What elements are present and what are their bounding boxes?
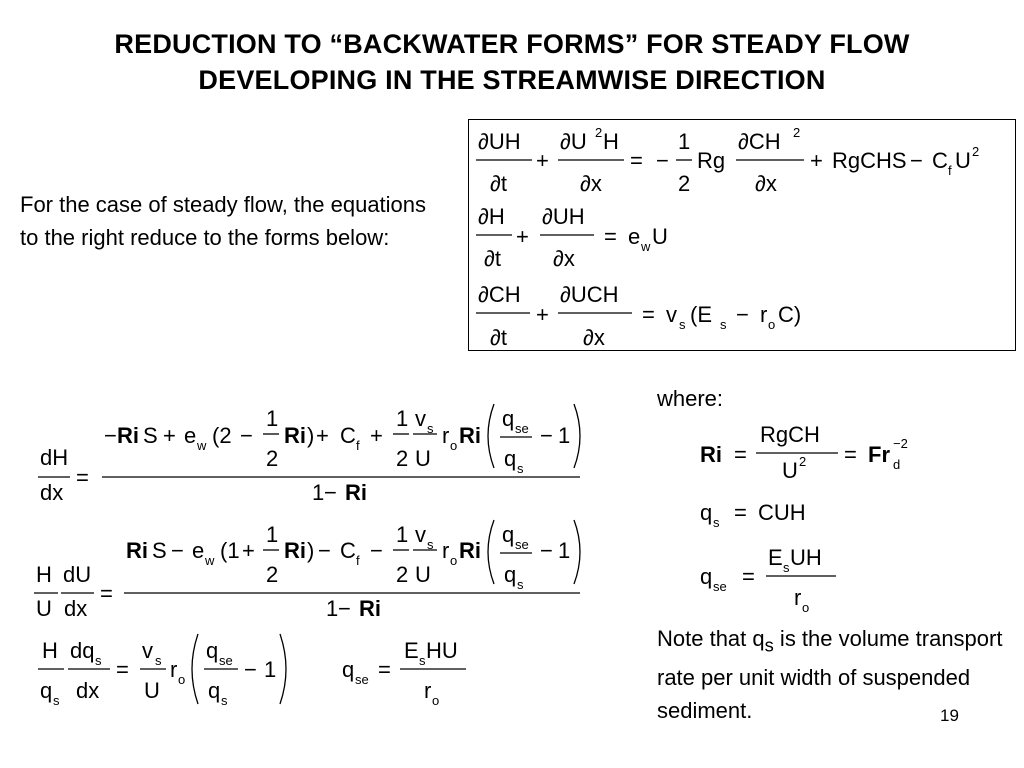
svg-text:q: q <box>206 638 219 663</box>
svg-text:2: 2 <box>793 125 801 140</box>
svg-text:H: H <box>42 638 58 663</box>
svg-text:dq: dq <box>70 638 95 663</box>
definition-richardson <box>700 422 908 483</box>
svg-text:q: q <box>700 500 713 525</box>
svg-text:E: E <box>404 638 419 663</box>
svg-text:C: C <box>340 423 356 448</box>
svg-text:U: U <box>955 148 971 173</box>
svg-text:=: = <box>844 442 857 467</box>
svg-text:Ri: Ri <box>117 423 139 448</box>
svg-text:o: o <box>432 693 440 708</box>
svg-text:d: d <box>893 457 901 472</box>
svg-text:f: f <box>356 553 360 568</box>
svg-text:U: U <box>415 562 431 587</box>
svg-text:+: + <box>316 423 329 448</box>
svg-text:+: + <box>536 302 549 327</box>
svg-text:−: − <box>171 538 184 563</box>
svg-text:o: o <box>450 438 458 453</box>
svg-text:s: s <box>53 693 60 708</box>
svg-text:∂CH: ∂CH <box>478 282 521 307</box>
svg-text:se: se <box>515 537 529 552</box>
svg-text:s: s <box>221 693 228 708</box>
svg-text:s: s <box>517 461 524 476</box>
svg-text:C): C) <box>778 302 802 327</box>
svg-text:−: − <box>324 480 337 505</box>
svg-text:1: 1 <box>678 129 691 154</box>
svg-text:v: v <box>415 522 426 547</box>
svg-text:=: = <box>76 465 89 490</box>
svg-text:U: U <box>652 224 668 249</box>
svg-text:s: s <box>783 560 790 575</box>
equation-dqs-dx <box>38 634 286 708</box>
title-line-1: REDUCTION TO “BACKWATER FORMS” FOR STEADY FLOW <box>114 29 910 59</box>
svg-text:−: − <box>540 538 553 563</box>
svg-text:w: w <box>197 438 207 453</box>
svg-text:dx: dx <box>40 480 64 505</box>
svg-text:Rg: Rg <box>697 148 726 173</box>
svg-text:q: q <box>342 657 355 682</box>
svg-text:dx: dx <box>76 678 100 703</box>
svg-text:Ri: Ri <box>345 480 367 505</box>
svg-text:v: v <box>666 302 677 327</box>
svg-text:+: + <box>810 148 823 173</box>
svg-text:U: U <box>144 678 160 703</box>
svg-text:=: = <box>734 500 747 525</box>
svg-text:∂H: ∂H <box>478 204 505 229</box>
equation-water-mass <box>476 204 668 271</box>
svg-text:=: = <box>604 224 617 249</box>
svg-text:RgCHS: RgCHS <box>832 148 907 173</box>
svg-text:1: 1 <box>396 406 409 431</box>
svg-text:+: + <box>242 538 255 563</box>
svg-text:r: r <box>442 423 450 448</box>
svg-text:2: 2 <box>595 125 603 140</box>
svg-text:−: − <box>318 538 331 563</box>
svg-text:Ri: Ri <box>459 538 481 563</box>
svg-text:=: = <box>116 657 129 682</box>
equation-dH-dx <box>38 404 580 505</box>
equation-sediment-mass <box>476 282 801 350</box>
svg-text:q: q <box>208 678 221 703</box>
equation-water-momentum <box>476 125 979 196</box>
svg-text:−: − <box>338 596 351 621</box>
svg-text:+: + <box>370 423 383 448</box>
svg-text:se: se <box>515 421 529 436</box>
svg-text:CUH: CUH <box>758 500 806 525</box>
svg-text:2: 2 <box>266 446 279 471</box>
svg-text:Ri: Ri <box>359 596 381 621</box>
svg-text:−2: −2 <box>893 436 908 451</box>
svg-text:s: s <box>517 577 524 592</box>
svg-text:1: 1 <box>266 522 279 547</box>
svg-text:q: q <box>502 406 515 431</box>
svg-text:=: = <box>630 148 643 173</box>
svg-text:q: q <box>40 678 53 703</box>
equation-qse-bottom <box>342 638 466 708</box>
svg-text:=: = <box>378 657 391 682</box>
svg-text:−: − <box>244 657 257 682</box>
svg-text:1: 1 <box>312 480 325 505</box>
svg-text:∂x: ∂x <box>755 171 777 196</box>
svg-text:2: 2 <box>396 446 409 471</box>
svg-text:∂x: ∂x <box>580 171 602 196</box>
svg-text:f: f <box>356 438 360 453</box>
svg-text:q: q <box>504 446 517 471</box>
svg-text:r: r <box>424 678 432 703</box>
definition-qse <box>700 545 836 615</box>
svg-text:o: o <box>178 672 186 687</box>
svg-text:C: C <box>340 538 356 563</box>
svg-text:(1: (1 <box>220 538 240 563</box>
svg-text:f: f <box>948 163 952 178</box>
svg-text:dU: dU <box>63 562 92 587</box>
svg-text:q: q <box>504 562 517 587</box>
svg-text:s: s <box>427 537 434 552</box>
svg-text:o: o <box>802 600 810 615</box>
svg-text:s: s <box>95 653 102 668</box>
svg-text:w: w <box>205 553 215 568</box>
svg-text:∂x: ∂x <box>553 246 575 271</box>
title-line-2: DEVELOPING IN THE STREAMWISE DIRECTION <box>198 65 826 95</box>
svg-text:1: 1 <box>264 657 277 682</box>
svg-text:dx: dx <box>64 596 88 621</box>
svg-text:se: se <box>713 579 727 594</box>
svg-text:U: U <box>36 596 52 621</box>
svg-text:dH: dH <box>40 445 69 470</box>
svg-text:Ri: Ri <box>284 423 306 448</box>
svg-text:Fr: Fr <box>868 442 890 467</box>
svg-text:U: U <box>782 458 798 483</box>
svg-text:−: − <box>910 148 923 173</box>
svg-text:s: s <box>713 515 720 530</box>
svg-text:S: S <box>152 538 167 563</box>
svg-text:se: se <box>355 672 369 687</box>
svg-text:=: = <box>100 581 113 606</box>
svg-text:e: e <box>628 224 641 249</box>
svg-text:Ri: Ri <box>126 538 148 563</box>
svg-text:1: 1 <box>396 522 409 547</box>
svg-text:(E: (E <box>690 302 712 327</box>
svg-text:RgCH: RgCH <box>760 422 820 447</box>
svg-text:HU: HU <box>426 638 458 663</box>
svg-text:s: s <box>679 317 686 332</box>
svg-text:r: r <box>170 657 178 682</box>
svg-text:−: − <box>370 538 383 563</box>
svg-text:r: r <box>760 302 768 327</box>
note-subscript: s <box>764 634 774 656</box>
svg-text:): ) <box>307 423 315 448</box>
svg-text:o: o <box>450 553 458 568</box>
svg-text:1: 1 <box>326 596 339 621</box>
svg-text:2: 2 <box>396 562 409 587</box>
svg-text:∂U: ∂U <box>560 129 587 154</box>
definition-qs <box>700 500 806 530</box>
svg-text:s: s <box>720 317 727 332</box>
svg-text:U: U <box>415 446 431 471</box>
svg-text:−: − <box>736 302 749 327</box>
svg-text:1: 1 <box>558 538 571 563</box>
svg-text:se: se <box>219 653 233 668</box>
svg-text:(2: (2 <box>212 423 232 448</box>
svg-text:∂UCH: ∂UCH <box>560 282 619 307</box>
svg-text:∂t: ∂t <box>490 171 507 196</box>
svg-text:r: r <box>794 585 802 610</box>
equation-dU-dx <box>34 520 580 621</box>
svg-text:+: + <box>536 148 549 173</box>
page-number: 19 <box>940 706 959 725</box>
svg-text:−: − <box>240 423 253 448</box>
svg-text:2: 2 <box>799 454 807 469</box>
intro-text: For the case of steady flow, the equations to the right reduce to the forms below: <box>20 192 427 250</box>
svg-text:E: E <box>768 545 783 570</box>
note-text-before: Note that q <box>657 626 765 651</box>
svg-text:UH: UH <box>790 545 822 570</box>
svg-text:o: o <box>768 317 776 332</box>
svg-text:2: 2 <box>972 144 980 159</box>
svg-text:H: H <box>603 129 619 154</box>
svg-text:1: 1 <box>558 423 571 448</box>
svg-text:+: + <box>163 423 176 448</box>
svg-text:+: + <box>516 224 529 249</box>
svg-text:∂CH: ∂CH <box>738 129 781 154</box>
svg-text:r: r <box>442 538 450 563</box>
svg-text:v: v <box>415 406 426 431</box>
svg-text:∂x: ∂x <box>583 325 605 350</box>
svg-text:−: − <box>540 423 553 448</box>
svg-text:e: e <box>184 423 197 448</box>
svg-text:2: 2 <box>678 171 691 196</box>
svg-text:∂t: ∂t <box>490 325 507 350</box>
svg-text:S: S <box>143 423 158 448</box>
svg-text:−: − <box>104 423 117 448</box>
svg-text:∂UH: ∂UH <box>478 129 521 154</box>
svg-text:2: 2 <box>266 562 279 587</box>
svg-text:H: H <box>36 562 52 587</box>
svg-text:q: q <box>502 522 515 547</box>
note-text-after: is the volume transport rate per unit width of suspended sediment. <box>657 626 1003 724</box>
svg-text:∂UH: ∂UH <box>542 204 585 229</box>
svg-text:): ) <box>307 538 315 563</box>
svg-text:v: v <box>142 638 153 663</box>
svg-text:s: s <box>155 653 162 668</box>
svg-text:Ri: Ri <box>459 423 481 448</box>
svg-text:q: q <box>700 564 713 589</box>
svg-text:=: = <box>742 564 755 589</box>
svg-text:e: e <box>192 538 205 563</box>
svg-text:∂t: ∂t <box>484 246 501 271</box>
where-label: where: <box>657 386 724 411</box>
svg-text:=: = <box>642 302 655 327</box>
svg-text:−: − <box>656 148 669 173</box>
svg-text:Ri: Ri <box>284 538 306 563</box>
svg-text:1: 1 <box>266 406 279 431</box>
svg-text:s: s <box>419 653 426 668</box>
svg-text:Ri: Ri <box>700 442 722 467</box>
svg-text:C: C <box>932 148 948 173</box>
svg-text:s: s <box>427 421 434 436</box>
svg-text:=: = <box>734 442 747 467</box>
svg-text:w: w <box>641 239 651 254</box>
